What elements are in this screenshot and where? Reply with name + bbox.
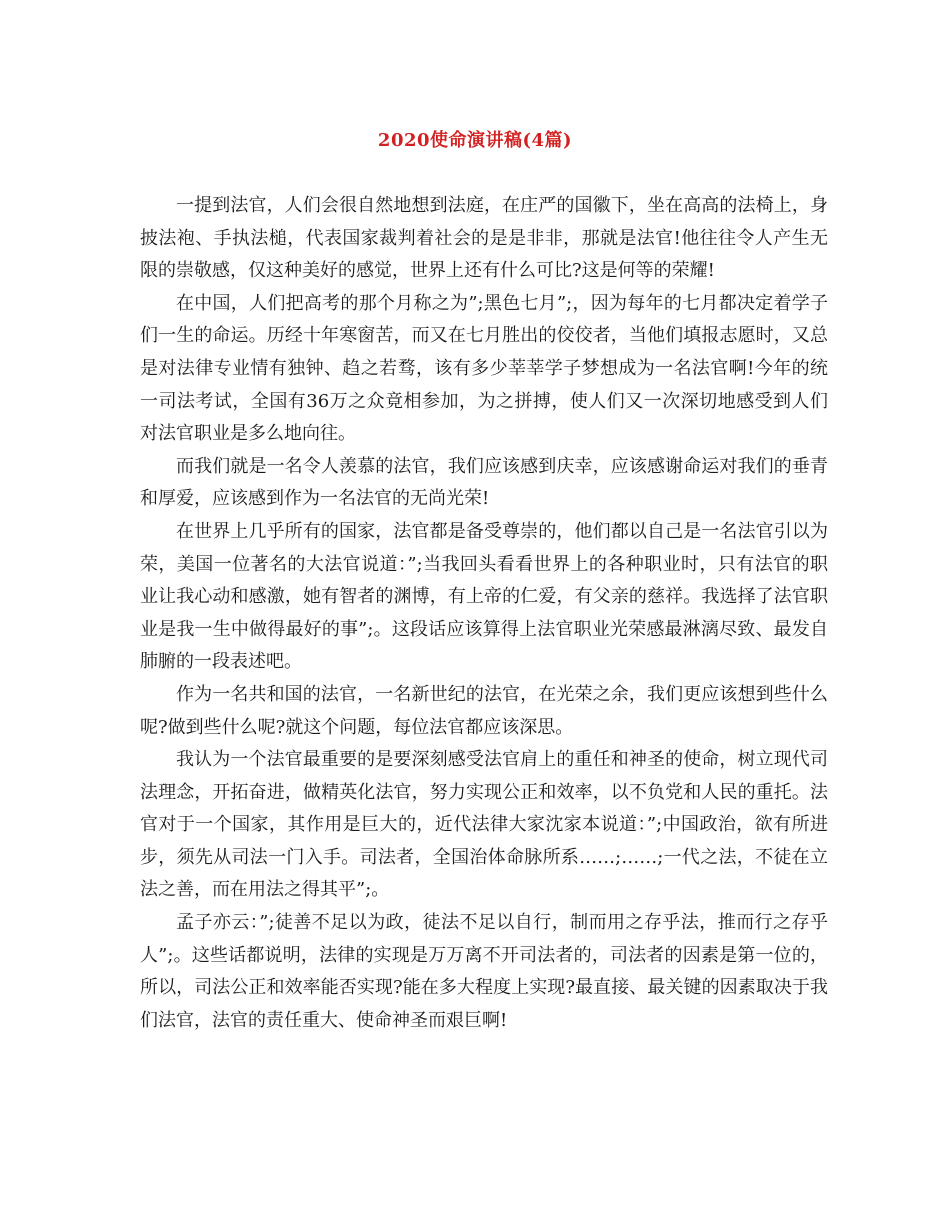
document-body bbox=[140, 190, 828, 1037]
paragraph: 孟子亦云：”;徒善不足以为政，徒法不足以自行，制而用之存乎法，推而行之存乎人”;。这些话都说明，法律的实现是万万离不开司法者的，司法者的因素是第一位的，所以，司法公正和效率能否实现?能在多大程度上实现?最直接、最关键的因素取决于我们法官，法官的责任重大、使命神圣而艰巨啊! bbox=[140, 912, 828, 1031]
paragraph: 在世界上几乎所有的国家，法官都是备受尊崇的，他们都以自己是一名法官引以为荣，美国一位著名的大法官说道：”;当我回头看看世界上的各种职业时，只有法官的职业让我心动和感激，她有智者的渊博，有上帝的仁爱，有父亲的慈祥。我选择了法官职业是我一生中做得最好的事”;。这段话应该算得上法官职业光荣感最淋漓尽致、最发自肺腑的一段表述吧。 bbox=[140, 520, 828, 673]
paragraph: 在中国，人们把高考的那个月称之为”;黑色七月”;，因为每年的七月都决定着学子们一生的命运。历经十年寒窗苦，而又在七月胜出的佼佼者，当他们填报志愿时，又总是对法律专业情有独钟、趋之若骛，该有多少莘莘学子梦想成为一名法官啊!今年的统一司法考试，全国有36万之众竟相参加，为之拼搏，使人们又一次深切地感受到人们对法官职业是多么地向往。 bbox=[140, 292, 828, 445]
paragraph: 一提到法官，人们会很自然地想到法庭，在庄严的国徽下，坐在高高的法椅上，身披法袍、手执法槌，代表国家裁判着社会的是是非非，那就是法官!他往往令人产生无限的崇敬感，仅这种美好的感觉，世界上还有什么可比?这是何等的荣耀! bbox=[140, 195, 828, 282]
paragraph: 而我们就是一名令人羡慕的法官，我们应该感到庆幸，应该感谢命运对我们的垂青和厚爱，应该感到作为一名法官的无尚光荣! bbox=[140, 455, 828, 510]
paragraph: 作为一名共和国的法官，一名新世纪的法官，在光荣之余，我们更应该想到些什么呢?做到些什么呢?就这个问题，每位法官都应该深思。 bbox=[140, 683, 828, 738]
document-title: 2020使命演讲稿(4篇) bbox=[377, 130, 573, 151]
paragraph: 我认为一个法官最重要的是要深刻感受法官肩上的重任和神圣的使命，树立现代司法理念，开拓奋进，做精英化法官，努力实现公正和效率，以不负党和人民的重托。法官对于一个国家，其作用是巨大的，近代法律大家沈家本说道：”;中国政治，欲有所进步，须先从司法一门入手。司法者，全国治体命脉所系……;……;一代之法，不徒在立法之善，而在用法之得其平”;。 bbox=[140, 749, 828, 901]
